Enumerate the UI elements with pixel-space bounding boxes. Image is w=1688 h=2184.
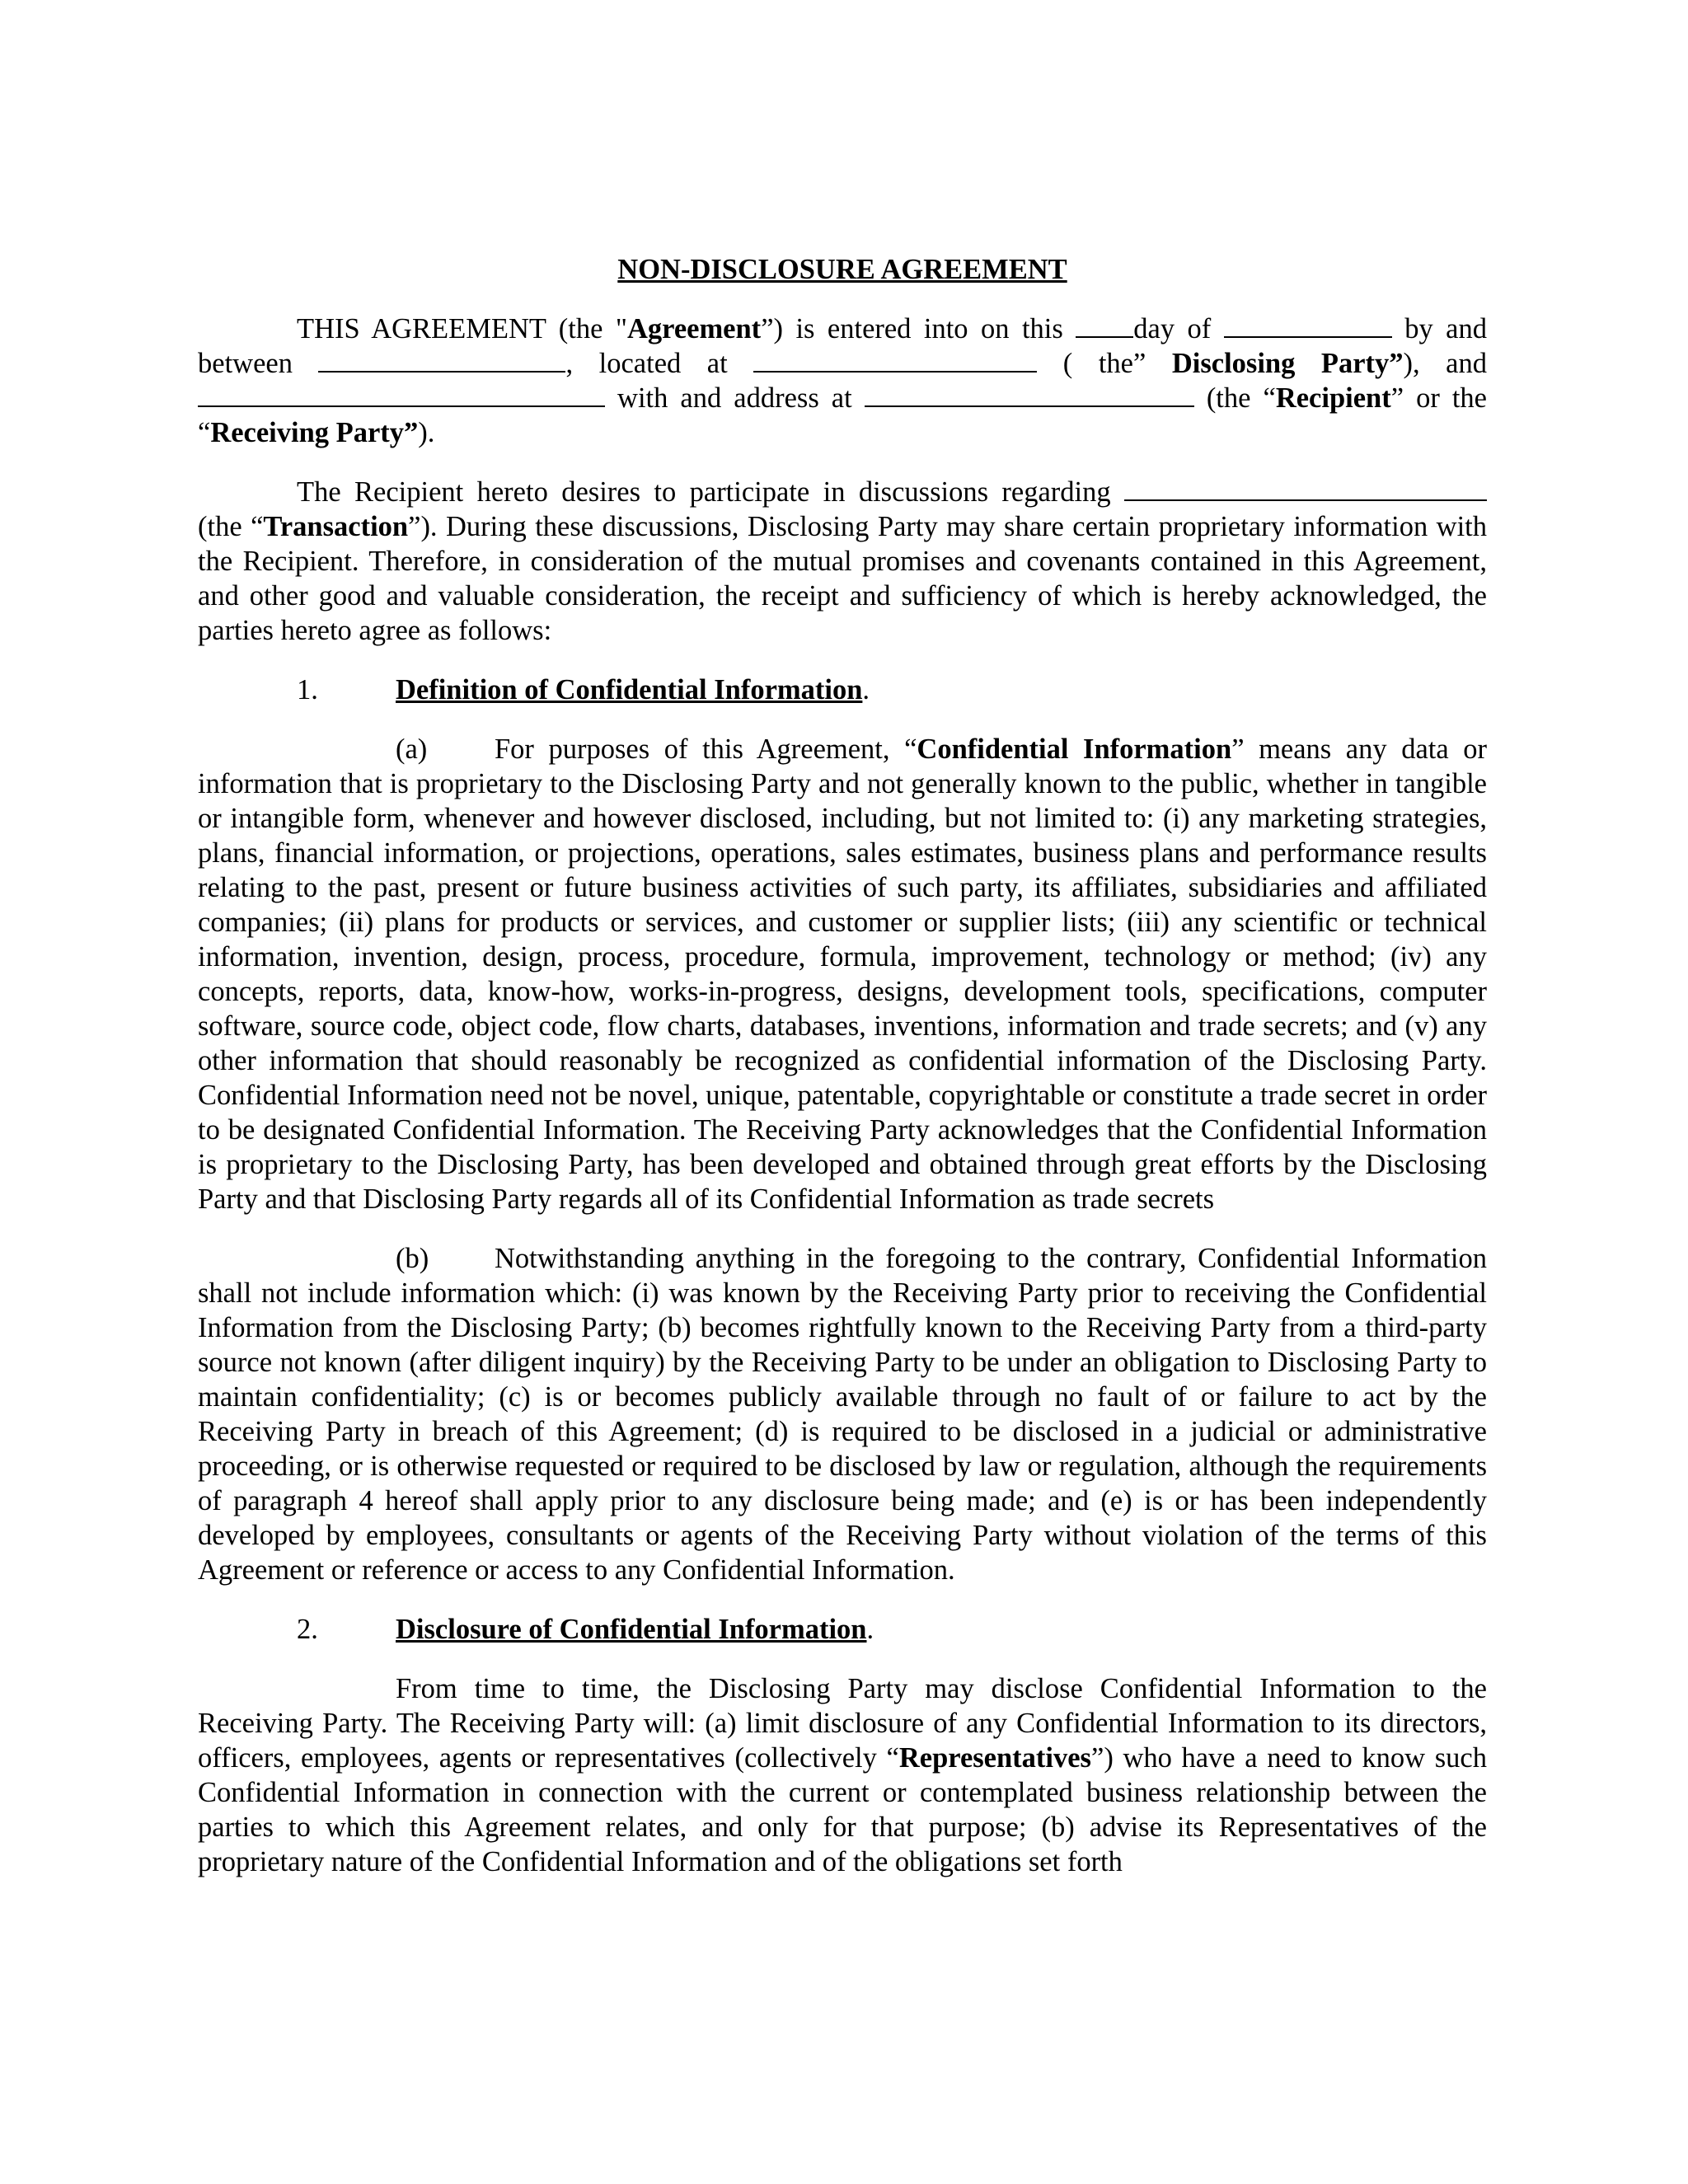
intro-line-1: THIS AGREEMENT (the "Agreement”) is entered into on this day of by and	[297, 313, 1487, 344]
transaction-blank[interactable]	[1124, 475, 1487, 501]
section-2-paragraph: From time to time, the Disclosing Party may disclose Confidential Information to the Receiving Party. The Receiving Party will: (a) limit disclosure of any Confidential Information to its directors, officers, employees, agents or representatives (collectively “Representatives”) who have a need to know such Confidential Information in connection with the current or contemplated business relationship between the parties to which this Agreement relates, and only for that purpose; (b) advise its Representatives of the proprietary nature of the Confidential Information and of the obligations set forth	[198, 1673, 1487, 1877]
intro-line-3: with and address at (the “Recipient” or the	[198, 381, 1487, 415]
spacer	[198, 648, 1487, 673]
section-1a-paragraph: (a) For purposes of this Agreement, “Confidential Information” means any data or information that is proprietary to the Disclosing Party and not generally known to the public, whether in tangible or intangible form, whenever and however disclosed, including, but not limited to: (i) any marketing strategies, plans, financial information, or projections, operations, sales estimates, business plans and performance results relating to the past, present or future business activities of such party, its affiliates, subsidiaries and affiliated companies; (ii) plans for products or services, and customer or supplier lists; (iii) any scientific or technical information, invention, design, process, procedure, formula, improvement, technology or method; (iv) any concepts, reports, data, know-how, works-in-progress, designs, development tools, specifications, computer software, source code, object code, flow charts, databases, inventions, information and trade secrets; and (v) any other information that should reasonably be recognized as confidential information of the Disclosing Party. Confidential Information need not be novel, unique, patentable, copyrightable or constitute a trade secret in order to be designated Confidential Information. The Receiving Party acknowledges that the Confidential Information is proprietary to the Disclosing Party, has been developed and obtained through great efforts by the Disclosing Party and that Disclosing Party regards all of its Confidential Information as trade secrets	[198, 733, 1487, 1215]
spacer	[198, 1647, 1487, 1671]
section-1b-paragraph: (b) Notwithstanding anything in the foregoing to the contrary, Confidential Information shall not include information which: (i) was known by the Receiving Party prior to receiving the Confidential Information from the Disclosing Party; (b) becomes rightfully known to the Receiving Party from a third-party source not known (after diligent inquiry) by the Receiving Party to be under an obligation to Disclosing Party to maintain confidentiality; (c) is or becomes publicly available through no fault of or failure to act by the Receiving Party in breach of this Agreement; (d) is required to be disclosed in a judicial or administrative proceeding, or is otherwise requested or required to be disclosed by law or regulation, although the requirements of paragraph 4 hereof shall apply prior to any disclosure being made; and (e) is or has been independently developed by employees, consultants or agents of the Receiving Party without violation of the terms of this Agreement or reference or access to any Confidential Information.	[198, 1243, 1487, 1586]
section-1-heading: 1. Definition of Confidential Information.	[297, 674, 870, 705]
disclosing-party-address-blank[interactable]	[753, 346, 1037, 373]
recipient-address-blank[interactable]	[865, 381, 1194, 407]
spacer	[198, 1216, 1487, 1241]
month-blank[interactable]	[1224, 312, 1392, 338]
intro-line-2: between , located at ( the” Disclosing Party”), and	[198, 348, 1487, 379]
intro-paragraph	[198, 312, 1487, 450]
spacer	[198, 1587, 1487, 1612]
recital-body: (the “Transaction”). During these discussions, Disclosing Party may share certain proprietary information with the Recipient. Therefore, in consideration of the mutual promises and covenants contained in this Agreement, and other good and valuable consideration, the receipt and sufficiency of which is hereby acknowledged, the parties hereto agree as follows:	[198, 511, 1487, 646]
recital-paragraph	[198, 475, 1487, 648]
spacer	[198, 450, 1487, 475]
day-blank[interactable]	[1076, 312, 1133, 338]
section-2-heading: 2. Disclosure of Confidential Information.	[297, 1614, 874, 1645]
spacer	[198, 707, 1487, 732]
document-title: NON-DISCLOSURE AGREEMENT	[617, 254, 1067, 285]
recipient-name-blank[interactable]	[198, 381, 605, 407]
recital-line-1: The Recipient hereto desires to participate in discussions regarding	[198, 475, 1487, 509]
document-body	[198, 252, 1487, 1879]
disclosing-party-name-blank[interactable]	[318, 346, 565, 373]
intro-line-4: “Receiving Party”).	[198, 417, 435, 448]
